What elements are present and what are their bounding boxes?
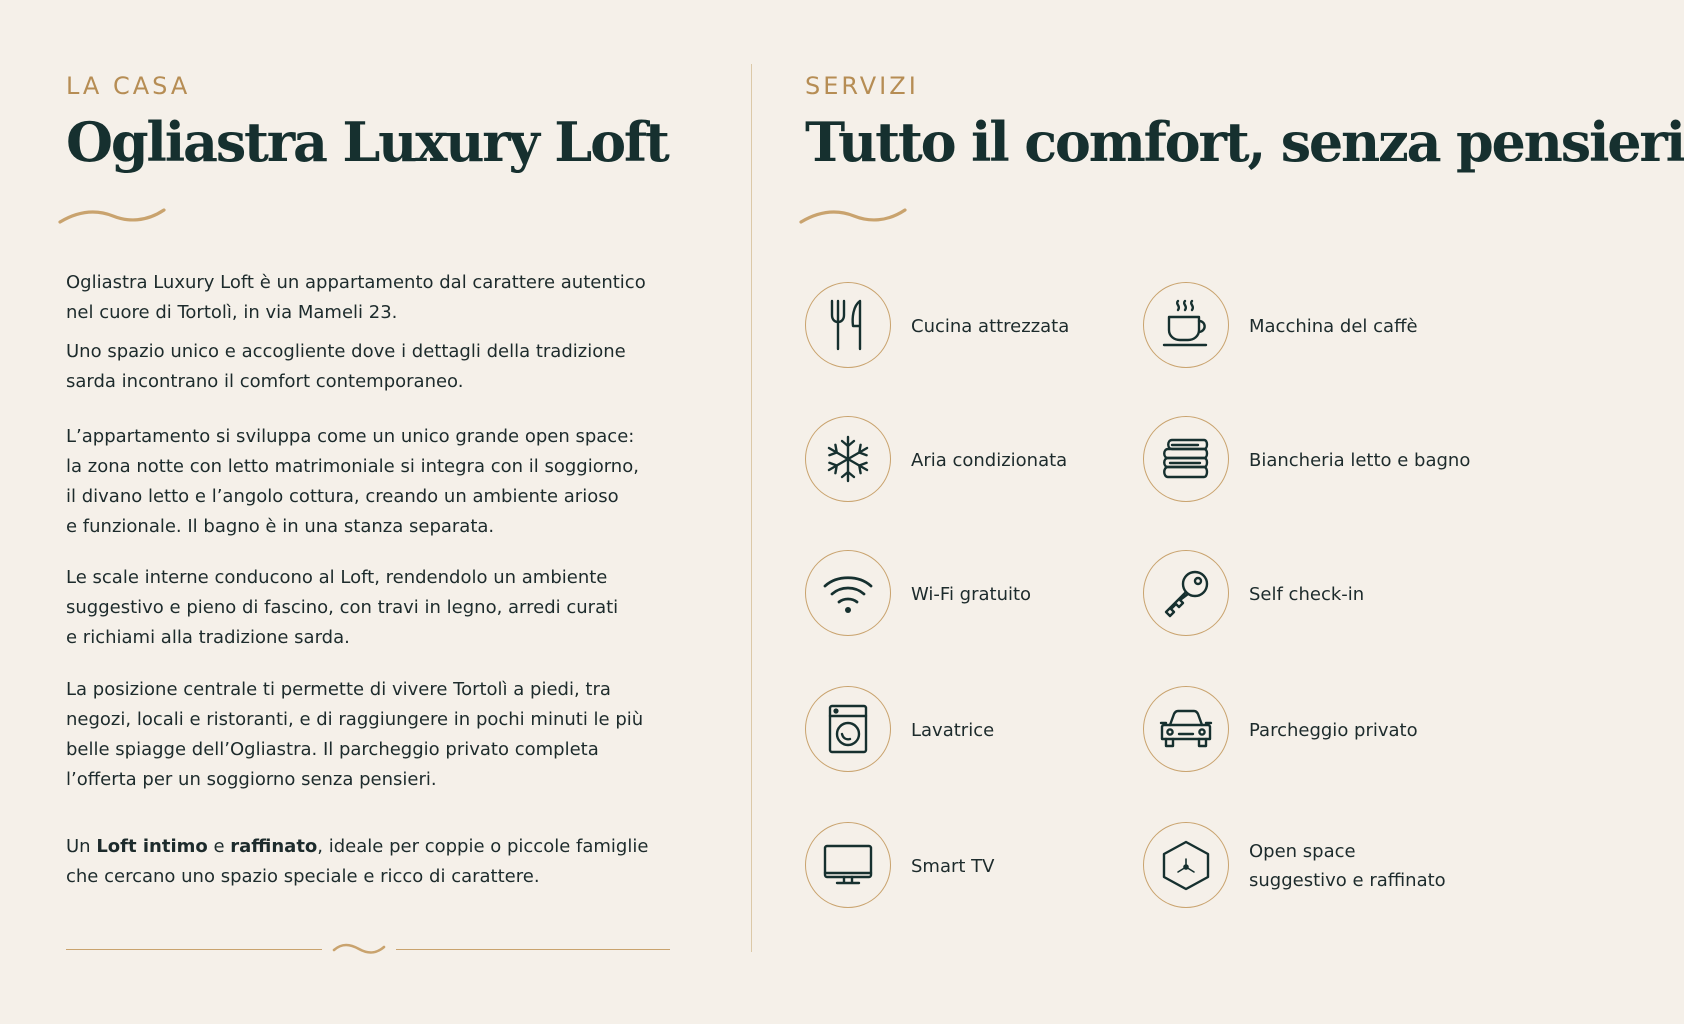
paragraph-closing bbox=[66, 832, 648, 892]
icon-circle bbox=[805, 550, 891, 636]
text-line: che cercano uno spazio speciale e ricco di carattere. bbox=[66, 866, 540, 887]
divider-line bbox=[396, 949, 670, 950]
amenity-label: Biancheria letto e bagno bbox=[1249, 449, 1471, 471]
fork-knife-icon bbox=[826, 298, 870, 352]
text-segment: Un bbox=[66, 836, 97, 857]
bold-text: Loft intimo bbox=[96, 836, 208, 857]
footer-ornament bbox=[66, 938, 670, 962]
icon-circle bbox=[1143, 416, 1229, 502]
amenity-kitchen bbox=[805, 282, 1145, 374]
amenity-air-conditioning bbox=[805, 416, 1145, 508]
paragraph-location bbox=[66, 675, 643, 795]
wave-ornament bbox=[332, 940, 386, 958]
text-line: L’appartamento si sviluppa come un unico grande open space: bbox=[66, 426, 635, 447]
amenity-label: Self check-in bbox=[1249, 583, 1365, 605]
wifi-icon bbox=[822, 572, 874, 614]
section-eyebrow: SERVIZI bbox=[805, 72, 919, 100]
paragraph-space bbox=[66, 337, 626, 397]
coffee-cup-icon bbox=[1161, 298, 1211, 352]
icon-circle bbox=[1143, 550, 1229, 636]
icon-circle bbox=[805, 416, 891, 502]
label-line: Open space bbox=[1249, 841, 1356, 862]
icon-circle bbox=[1143, 686, 1229, 772]
towels-icon bbox=[1160, 437, 1212, 481]
cube-icon bbox=[1160, 839, 1212, 891]
icon-circle bbox=[805, 282, 891, 368]
section-title: Tutto il comfort, senza pensieri bbox=[805, 110, 1684, 174]
icon-circle bbox=[805, 822, 891, 908]
wave-ornament bbox=[58, 205, 168, 227]
icon-circle bbox=[805, 686, 891, 772]
text-line: negozi, locali e ristoranti, e di raggiungere in pochi minuti le più bbox=[66, 709, 644, 730]
icon-circle bbox=[1143, 282, 1229, 368]
amenity-smart-tv bbox=[805, 822, 1145, 914]
text-line bbox=[66, 832, 648, 862]
text-line: sarda incontrano il comfort contemporaneo. bbox=[66, 371, 464, 392]
text-line: l’offerta per un soggiorno senza pensieri. bbox=[66, 769, 437, 790]
text-line: e richiami alla tradizione sarda. bbox=[66, 627, 350, 648]
snowflake-icon bbox=[823, 434, 873, 484]
amenity-label: Cucina attrezzata bbox=[911, 315, 1070, 337]
amenity-coffee bbox=[1143, 282, 1483, 374]
column-divider bbox=[751, 64, 752, 952]
tv-icon bbox=[823, 843, 873, 887]
amenity-label: Lavatrice bbox=[911, 719, 995, 741]
amenity-label: Wi-Fi gratuito bbox=[911, 583, 1032, 605]
divider-line bbox=[66, 949, 322, 950]
amenity-label: Aria condizionata bbox=[911, 449, 1068, 471]
amenity-label bbox=[1249, 822, 1446, 910]
amenity-label: Smart TV bbox=[911, 855, 995, 877]
key-icon bbox=[1161, 568, 1211, 618]
paragraph-stairs bbox=[66, 563, 618, 653]
text-segment: , ideale per coppie o piccole famiglie bbox=[317, 836, 649, 857]
text-line: il divano letto e l’angolo cottura, creando un ambiente arioso bbox=[66, 486, 619, 507]
text-line: La posizione centrale ti permette di vivere Tortolì a piedi, tra bbox=[66, 679, 611, 700]
text-line: e funzionale. Il bagno è in una stanza separata. bbox=[66, 516, 495, 537]
text-line: nel cuore di Tortolì, in via Mameli 23. bbox=[66, 302, 398, 323]
washing-machine-icon bbox=[827, 703, 869, 755]
car-icon bbox=[1160, 709, 1212, 749]
amenity-open-space bbox=[1143, 822, 1483, 914]
paragraph-intro bbox=[66, 268, 646, 328]
icon-circle bbox=[1143, 822, 1229, 908]
text-line: Uno spazio unico e accogliente dove i dettagli della tradizione bbox=[66, 341, 626, 362]
amenity-linens bbox=[1143, 416, 1483, 508]
label-line: suggestivo e raffinato bbox=[1249, 870, 1446, 891]
text-segment: e bbox=[207, 836, 231, 857]
amenity-wifi bbox=[805, 550, 1145, 642]
about-section bbox=[66, 0, 706, 1024]
section-eyebrow: LA CASA bbox=[66, 72, 191, 100]
amenity-parking bbox=[1143, 686, 1483, 778]
page-title: Ogliastra Luxury Loft bbox=[66, 110, 668, 174]
amenity-washing-machine bbox=[805, 686, 1145, 778]
services-section bbox=[805, 0, 1684, 1024]
amenity-label: Macchina del caffè bbox=[1249, 315, 1418, 337]
text-line: suggestivo e pieno di fascino, con travi in legno, arredi curati bbox=[66, 597, 619, 618]
amenity-self-checkin bbox=[1143, 550, 1483, 642]
text-line: Ogliastra Luxury Loft è un appartamento dal carattere autentico bbox=[66, 272, 646, 293]
bold-text: raffinato bbox=[230, 836, 318, 857]
text-line: la zona notte con letto matrimoniale si integra con il soggiorno, bbox=[66, 456, 639, 477]
paragraph-layout bbox=[66, 422, 639, 542]
text-line: belle spiagge dell’Ogliastra. Il parcheggio privato completa bbox=[66, 739, 599, 760]
text-line: Le scale interne conducono al Loft, rendendolo un ambiente bbox=[66, 567, 608, 588]
amenity-label: Parcheggio privato bbox=[1249, 719, 1418, 741]
wave-ornament bbox=[799, 205, 909, 227]
